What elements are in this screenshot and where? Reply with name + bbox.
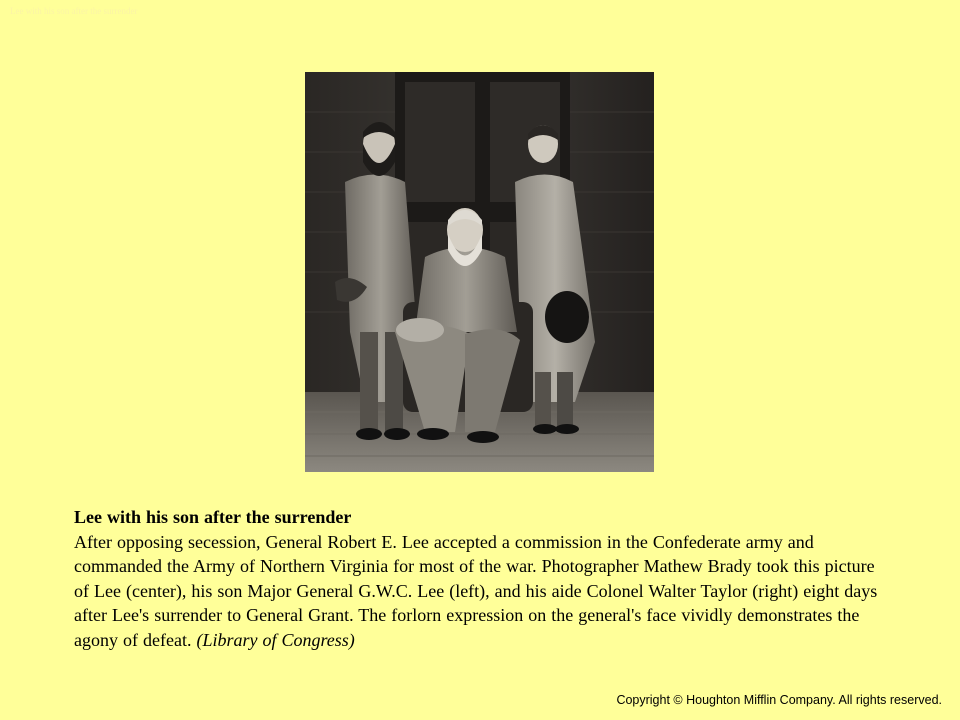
caption-body: After opposing secession, General Robert E. Lee accepted a commission in the Confederate army and commanded the Army of Northern Virginia for most of the war. Photographer Mathew Brady took this picture of Lee (center), his son Major General G.W.C. Lee (left), and his aide Colonel Walter Taylor (right) eight days after Lee's surrender to General Grant. The forlorn expression on the general's face vividly demonstrates the agony of defeat. xyxy=(74,531,878,650)
photo-caption xyxy=(74,505,894,652)
copyright-notice: Copyright © Houghton Mifflin Company. All rights reserved. xyxy=(616,693,942,707)
slide-title-tag: Lee with his son after the surrender xyxy=(10,6,138,16)
caption-title: Lee with his son after the surrender xyxy=(74,507,352,527)
historical-photograph xyxy=(305,72,654,472)
caption-credit: (Library of Congress) xyxy=(196,629,355,650)
